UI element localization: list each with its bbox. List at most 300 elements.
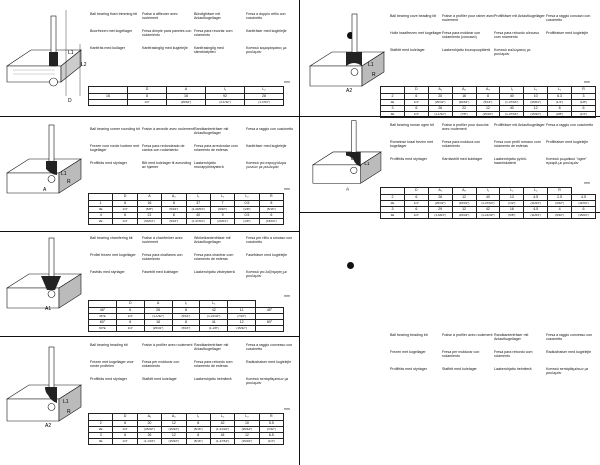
units-label: mm [284, 294, 290, 298]
table-cell: (1-21/32") [476, 213, 500, 219]
description-text: Fresa para rebordo com rolamento de esferas [194, 360, 233, 369]
description-text: Fresa per moldurar con rodamiento [442, 350, 480, 359]
description-text: Profilfräser mit Anlaufkugellager [494, 123, 545, 127]
svg-text:A1: A1 [45, 306, 52, 312]
column-header: L₁ [500, 188, 524, 195]
table-cell: (15/32") [162, 439, 186, 445]
table-cell: 3E [381, 213, 405, 219]
description-text: Fresa a raggio convesso con cuscinetto [546, 333, 593, 342]
table-cell: (5/16") [172, 326, 200, 332]
column-header: I₁ [172, 301, 200, 308]
description-text: Kantfrasinglig med kuglelejle [142, 46, 188, 50]
table-cell: 13 [500, 194, 524, 201]
table-cell: 8 [186, 420, 210, 427]
description-text: Fresa per rifilo a smusso con cuscinetto [246, 236, 293, 245]
table-cell: (5/8") [137, 207, 161, 213]
table-cell: (1-29/64") [186, 207, 210, 213]
table-cell: 1/4" [113, 219, 137, 225]
column-header [89, 414, 113, 421]
description-text: Fraise à profiler avec roulement [442, 333, 493, 337]
table-cell: 11 [228, 307, 256, 314]
table-cell: (23/64") [210, 219, 234, 225]
table-cell: 5.5 [259, 420, 283, 427]
table-cell: 8 [128, 93, 167, 100]
units-label: mm [584, 80, 590, 84]
svg-text:L1: L1 [61, 171, 67, 177]
table-header-row [89, 87, 284, 94]
svg-text:L1: L1 [368, 62, 374, 68]
table-cell: (5/16") [172, 314, 200, 320]
description-text: Κοπτικό τσπάρθεμάτων με ρουλεμάν [246, 377, 289, 386]
units-label: mm [584, 181, 590, 185]
units-label: mm [284, 187, 290, 191]
table-cell: (40/64") [452, 100, 476, 106]
table-cell: (25/32") [428, 201, 452, 207]
table-cell: (1-1/32") [428, 112, 452, 118]
table-cell: 3E [89, 207, 113, 213]
rounding-bit-drawing [3, 121, 83, 221]
column-header [228, 301, 256, 308]
table-cell: 16 [167, 93, 206, 100]
table-cell: 6 [404, 93, 428, 100]
description-text: Fresa a raggio con cuscinetto [246, 127, 294, 131]
table-cell: 1/4" [113, 439, 137, 445]
product-panel-rounding [0, 117, 299, 231]
table-cell: 45° [256, 307, 284, 314]
table-cell: (1-21/32") [200, 314, 228, 320]
description-text: Ball bearing beading bit [390, 333, 428, 337]
description-text: Fresa a raggio convesso con cuscinetto [246, 343, 293, 352]
column-header: A₁ [137, 414, 161, 421]
description-text: Ball bearing cove beading bit [390, 14, 437, 18]
table-cell: 42 [476, 206, 500, 213]
description-text: Profilfräser mit Anlaufkugellager [494, 14, 545, 18]
table-row [89, 439, 284, 445]
svg-text:A: A [346, 186, 350, 192]
table-row [381, 105, 596, 112]
table-cell: 6 [259, 212, 283, 219]
column-header: I₁ [186, 194, 210, 201]
table-cell: 6 [116, 307, 144, 314]
table-cell: 16 [500, 206, 524, 213]
table-cell [89, 100, 128, 106]
table-header-row [381, 87, 596, 94]
description-text: Fraise à profiler pour doucine avec roulement [442, 123, 489, 132]
column-header [89, 87, 128, 94]
table-cell: (15/32") [162, 427, 186, 433]
table-cell: 6 [113, 200, 137, 207]
column-header: A₂ [452, 87, 476, 94]
description-text: Κοπτικό κοιλώματος με ρουλεμάν [494, 48, 531, 57]
svg-text:R: R [67, 409, 71, 415]
table-row [89, 219, 284, 225]
units-label: mm [284, 80, 290, 84]
table-cell: 3E [89, 439, 113, 445]
table-cell: (25/32") [137, 427, 161, 433]
table-cell: (5/32") [548, 213, 572, 219]
product-panel-chamfer [0, 232, 299, 336]
flush-trim-spec-table [88, 86, 284, 106]
table-cell: (15/64") [259, 219, 283, 225]
description-text: Stafbitt med kulelager [390, 48, 425, 52]
column-header: L₂ [245, 87, 284, 94]
table-cell: (3/32") [548, 201, 572, 207]
description-text: Laakerohjattu kourupuupäterä [442, 48, 490, 52]
column-header: D [404, 188, 428, 195]
table-row [89, 307, 284, 314]
table-cell: 6 [113, 420, 137, 427]
description-text: Fresa para recortar com rolamento [194, 29, 233, 38]
product-panel-flush-trim [0, 0, 299, 116]
table-cell: 22 [452, 105, 476, 112]
description-text: Fasefräser med kuglelejle [246, 253, 288, 257]
description-text: Laakerohjattu viisteysterä [194, 270, 235, 274]
table-cell: 3 [381, 206, 405, 213]
description-text: Laakerohjattu reunapyöristysterä [194, 161, 224, 170]
table-row [89, 420, 284, 427]
description-text: Randkantenfräser mit Anlaufkugellager [194, 343, 229, 352]
table-cell: 8 [186, 432, 210, 439]
table-cell: 60° [256, 319, 284, 326]
description-text: Fresa para chanfrar com rolamento de esferas [194, 253, 234, 262]
table-cell: 2E [89, 219, 113, 225]
table-cell: (7/8") [452, 112, 476, 118]
table-cell: 12 [524, 105, 548, 112]
table-row [89, 212, 284, 219]
svg-text:L1: L1 [63, 399, 69, 405]
description-text: Laakerohjattu helmiterä [194, 377, 232, 381]
table-cell: 42 [210, 420, 234, 427]
table-cell: 1 [89, 200, 113, 207]
table-cell: (5/16") [476, 100, 500, 106]
description-text: Fresa per moldurar con rodamiento [142, 360, 180, 369]
column-header: L₂ [235, 414, 259, 421]
table-cell: 2E [381, 201, 405, 207]
table-header-row [89, 301, 284, 308]
table-row [381, 93, 596, 100]
column-header: I₁ [186, 414, 210, 421]
product-panel-beading [0, 337, 299, 465]
column-header: R [548, 188, 572, 195]
column-header: L₂ [548, 87, 572, 94]
table-cell: (7/16") [228, 314, 256, 320]
table-cell: 2 [381, 194, 405, 201]
table-cell: 92 [206, 93, 245, 100]
table-cell: (3-1/32") [206, 100, 245, 106]
table-row [89, 326, 284, 332]
table-cell: 6 [572, 105, 596, 112]
table-cell: 4.5 [524, 194, 548, 201]
description-text: Radiusfraiser med kuglelejle [546, 350, 592, 354]
description-text: Fresa para rebordo côncavo com rolamento [494, 31, 540, 40]
table-cell: (1-7/64") [245, 100, 284, 106]
cove-bit-drawing [306, 10, 386, 110]
table-cell: (15/32") [452, 213, 476, 219]
table-cell: 0.5 [235, 212, 259, 219]
table-cell: (15/32") [452, 201, 476, 207]
table-cell: 4 [548, 206, 572, 213]
table-cell: (5/8") [500, 213, 524, 219]
table-cell: 3 [572, 93, 596, 100]
description-text: Profilfräs med styrlager [390, 367, 427, 371]
table-cell: (25/64") [167, 100, 206, 106]
table-row [89, 319, 284, 326]
table-cell: (1-47/64") [210, 439, 234, 445]
table-cell: 60° [89, 319, 117, 326]
table-cell: 1/4" [404, 213, 428, 219]
table-cell: (25/64") [235, 427, 259, 433]
table-cell: 41 [200, 319, 228, 326]
table-cell: 12 [452, 194, 476, 201]
column-header: D [128, 87, 167, 94]
description-text: Profilfräs med styrlager [90, 161, 127, 165]
description-text: Fasfräs med styrlager [90, 270, 125, 274]
table-row [89, 200, 284, 207]
product-panel-cove [300, 0, 600, 116]
table-cell: 12 [162, 432, 186, 439]
table-cell: (1-37/64") [500, 100, 524, 106]
description-text: Fraise à profiler avec roulement [142, 343, 193, 347]
table-cell: (11/64") [524, 201, 548, 207]
table-cell: (1-9/64") [428, 213, 452, 219]
description-text: Ball bearing beading bit [90, 343, 128, 347]
table-cell: 26 [137, 432, 161, 439]
rounding-spec-table [88, 193, 284, 225]
table-cell: 20 [428, 93, 452, 100]
table-cell: 28 [245, 93, 284, 100]
description-text: Kantfräs med kullager [90, 46, 125, 50]
table-cell [256, 326, 284, 332]
table-cell: 7 [210, 200, 234, 207]
table-cell: (15/32") [235, 439, 259, 445]
table-cell: 6 [113, 432, 137, 439]
column-header [89, 301, 117, 308]
table-row [89, 100, 284, 106]
table-cell: 26 [428, 194, 452, 201]
table-cell: 8 [162, 200, 186, 207]
table-cell: 1/4" [113, 427, 137, 433]
svg-text:A: A [43, 187, 47, 193]
column-header: D [113, 194, 137, 201]
description-text: Fresa a raggio con cuscinetto [546, 123, 594, 127]
description-text: Kantfräser med kuglelejle [246, 29, 287, 33]
table-cell: (1-37/64") [500, 112, 524, 118]
table-cell: 16 [452, 93, 476, 100]
description-text: Ball bearing roman ogee bit [390, 123, 434, 127]
table-cell: 4.5 [572, 194, 596, 201]
table-cell: 60°E [89, 326, 117, 332]
description-text: Bündigfräser mit Anlaufkugellager [194, 12, 221, 21]
chamfer-spec-table [88, 300, 284, 332]
table-cell: (25/64") [524, 100, 548, 106]
flush-trim-dimension-drawing [62, 4, 86, 104]
table-cell: (3/8") [548, 112, 572, 118]
table-cell: 45°E [89, 314, 117, 320]
table-cell: 26 [144, 307, 172, 314]
table-cell: (25/32") [428, 100, 452, 106]
description-text: Randkantenfräser mit Anlaufkugellager [494, 333, 529, 342]
description-text: Fresa para rebordo com rolamento [494, 350, 533, 359]
description-text: Fresa para moldura con rodamiento [442, 140, 481, 149]
description-text: Fasebitt med kulelager [142, 270, 179, 274]
table-cell: 45° [89, 307, 117, 314]
column-header: R [259, 414, 283, 421]
table-cell: 3E [381, 112, 405, 118]
table-cell: 12 [235, 432, 259, 439]
table-cell: (11/64") [524, 213, 548, 219]
table-row [89, 432, 284, 439]
table-cell: (5/16") [186, 427, 210, 433]
table-cell: 1/4" [113, 207, 137, 213]
description-text: Fresa com perfil romano com rolamento de esferas [494, 140, 541, 149]
description-text: Laakerohjattu helmiterä [494, 367, 532, 371]
description-text: Fresa para moldear con rodamiento (concavo) [442, 31, 481, 40]
table-cell: 6 [404, 194, 428, 201]
description-text: Frezen met kogellager voor ronde profielen [90, 360, 134, 369]
column-header: I₁ [206, 87, 245, 94]
column-header: A₂ [162, 194, 186, 201]
table-cell: (1/4") [572, 112, 596, 118]
table-header-row [89, 414, 284, 421]
table-cell: 4.5 [524, 206, 548, 213]
table-cell: (25/32") [144, 326, 172, 332]
column-header: I₁ [476, 188, 500, 195]
column-header: L₁ [524, 87, 548, 94]
table-cell: (5/16") [186, 439, 210, 445]
description-text: Fresa para chaflanes con rodamiento [142, 253, 183, 262]
table-cell: (53/64") [137, 219, 161, 225]
description-text: Κοπτικό ρωμαϊκού "ogee" προφίλ με ρουλεμάν [546, 157, 587, 166]
description-text: Fraise à affleurer avec roulement [142, 12, 178, 21]
description-text: Boorfrezen met kogellager [90, 29, 133, 33]
description-text: Stafbitt med kulelager [142, 377, 177, 381]
table-cell: 8 [548, 105, 572, 112]
cove-spec-table [380, 86, 596, 118]
column-header: D [113, 414, 137, 421]
table-cell: 6 [404, 206, 428, 213]
description-text: Profilfräs med styrlager [390, 157, 427, 161]
column-header: R [572, 87, 596, 94]
column-header [89, 194, 113, 201]
description-text: Frezen voor ronde hoeken met kogellager [90, 144, 140, 153]
table-cell: 40 [476, 194, 500, 201]
table-cell: 2 [89, 420, 113, 427]
table-cell: 12 [162, 420, 186, 427]
table-cell: (1/8") [572, 100, 596, 106]
table-cell: (15/32") [476, 112, 500, 118]
table-cell: 16 [89, 93, 128, 100]
table-cell: 1/4" [404, 201, 428, 207]
table-cell: 16 [137, 200, 161, 207]
description-text: Randkantenfräser mit Anlaufkugellager [194, 127, 229, 136]
table-cell: (1/4") [259, 439, 283, 445]
description-text: Romeinse kraal frezen met kogellager [390, 140, 433, 149]
table-cell: 44 [210, 432, 234, 439]
table-header-row [89, 194, 284, 201]
table-cell: 9 [210, 212, 234, 219]
table-cell: 0.5 [235, 200, 259, 207]
table-cell: (5/16") [162, 207, 186, 213]
description-text: Ball bearing chamfering bit [90, 236, 133, 240]
table-cell: 6.5 [259, 432, 283, 439]
table-cell: (5/16") [162, 219, 186, 225]
column-header: L₁ [210, 414, 234, 421]
svg-text:D: D [68, 98, 72, 104]
table-cell: 12 [476, 105, 500, 112]
description-text: Profiel frezen met kogellager [90, 253, 136, 257]
table-cell: (1-1/32") [137, 439, 161, 445]
table-cell: 4 [89, 212, 113, 219]
column-header: A₁ [428, 188, 452, 195]
column-header: A₂ [162, 414, 186, 421]
table-cell: (15/32") [524, 112, 548, 118]
table-cell: 8 [259, 200, 283, 207]
table-cell: 6 [116, 319, 144, 326]
table-cell: 3 [89, 432, 113, 439]
table-cell: 6 [404, 105, 428, 112]
description-text: Frezen met kogellager [390, 350, 426, 354]
svg-text:A2: A2 [346, 88, 353, 94]
column-header: D [116, 301, 144, 308]
table-cell: 2E [89, 427, 113, 433]
column-header: L₁ [210, 194, 234, 201]
table-cell: 37 [186, 200, 210, 207]
table-row [381, 206, 596, 213]
column-header: L₂ [235, 194, 259, 201]
table-cell: 6 [572, 206, 596, 213]
table-cell: (11/64") [572, 201, 596, 207]
beading-bit-drawing [3, 343, 83, 443]
table-cell: (1-1/8") [200, 326, 228, 332]
description-text: Κοπτικό τσπάρθεμάτων με ρουλεμάν [546, 367, 589, 376]
table-row [381, 194, 596, 201]
table-cell: 8 [162, 212, 186, 219]
description-text: Holle kraalfrezen met kogellager [390, 31, 442, 35]
product-panel-beading-2 [300, 213, 600, 465]
table-cell: (1/8") [235, 207, 259, 213]
table-cell: (7/32") [259, 427, 283, 433]
table-cell: (9/32") [210, 207, 234, 213]
description-text: Karnissbitt med kulelager [442, 157, 483, 161]
table-cell: 12 [228, 319, 256, 326]
description-text: Ball bearing corner rounding bit [90, 127, 140, 131]
svg-text:A2: A2 [45, 423, 52, 429]
column-header: L₂ [524, 188, 548, 195]
table-cell: 20 [137, 420, 161, 427]
description-text: Bitt med kolelager til avrunding av hjørner [142, 161, 192, 170]
table-cell: 6 [113, 212, 137, 219]
svg-text:R: R [67, 179, 71, 185]
column-header [381, 188, 405, 195]
description-text: Fraise à profiler pour rainer avec roulement [442, 14, 494, 23]
svg-text:R: R [372, 72, 376, 78]
table-cell: 8 [172, 319, 200, 326]
table-cell: (15/64") [572, 213, 596, 219]
description-text: Fresa a raggio concavo con cuscinetto [546, 14, 591, 23]
table-cell: 1/4" [404, 112, 428, 118]
table-header-row [381, 188, 596, 195]
table-cell: (5/16") [259, 207, 283, 213]
column-header: A₁ [428, 87, 452, 94]
table-cell: 21 [137, 212, 161, 219]
units-label: mm [284, 407, 290, 411]
description-text: Fresa a doppio refilo con cuscinetto [246, 12, 286, 21]
svg-text:L1: L1 [364, 160, 370, 166]
table-cell: (1/4") [548, 100, 572, 106]
table-cell: (1-1/32") [144, 314, 172, 320]
table-cell: 42 [200, 307, 228, 314]
chamfer-bit-drawing [3, 234, 83, 334]
